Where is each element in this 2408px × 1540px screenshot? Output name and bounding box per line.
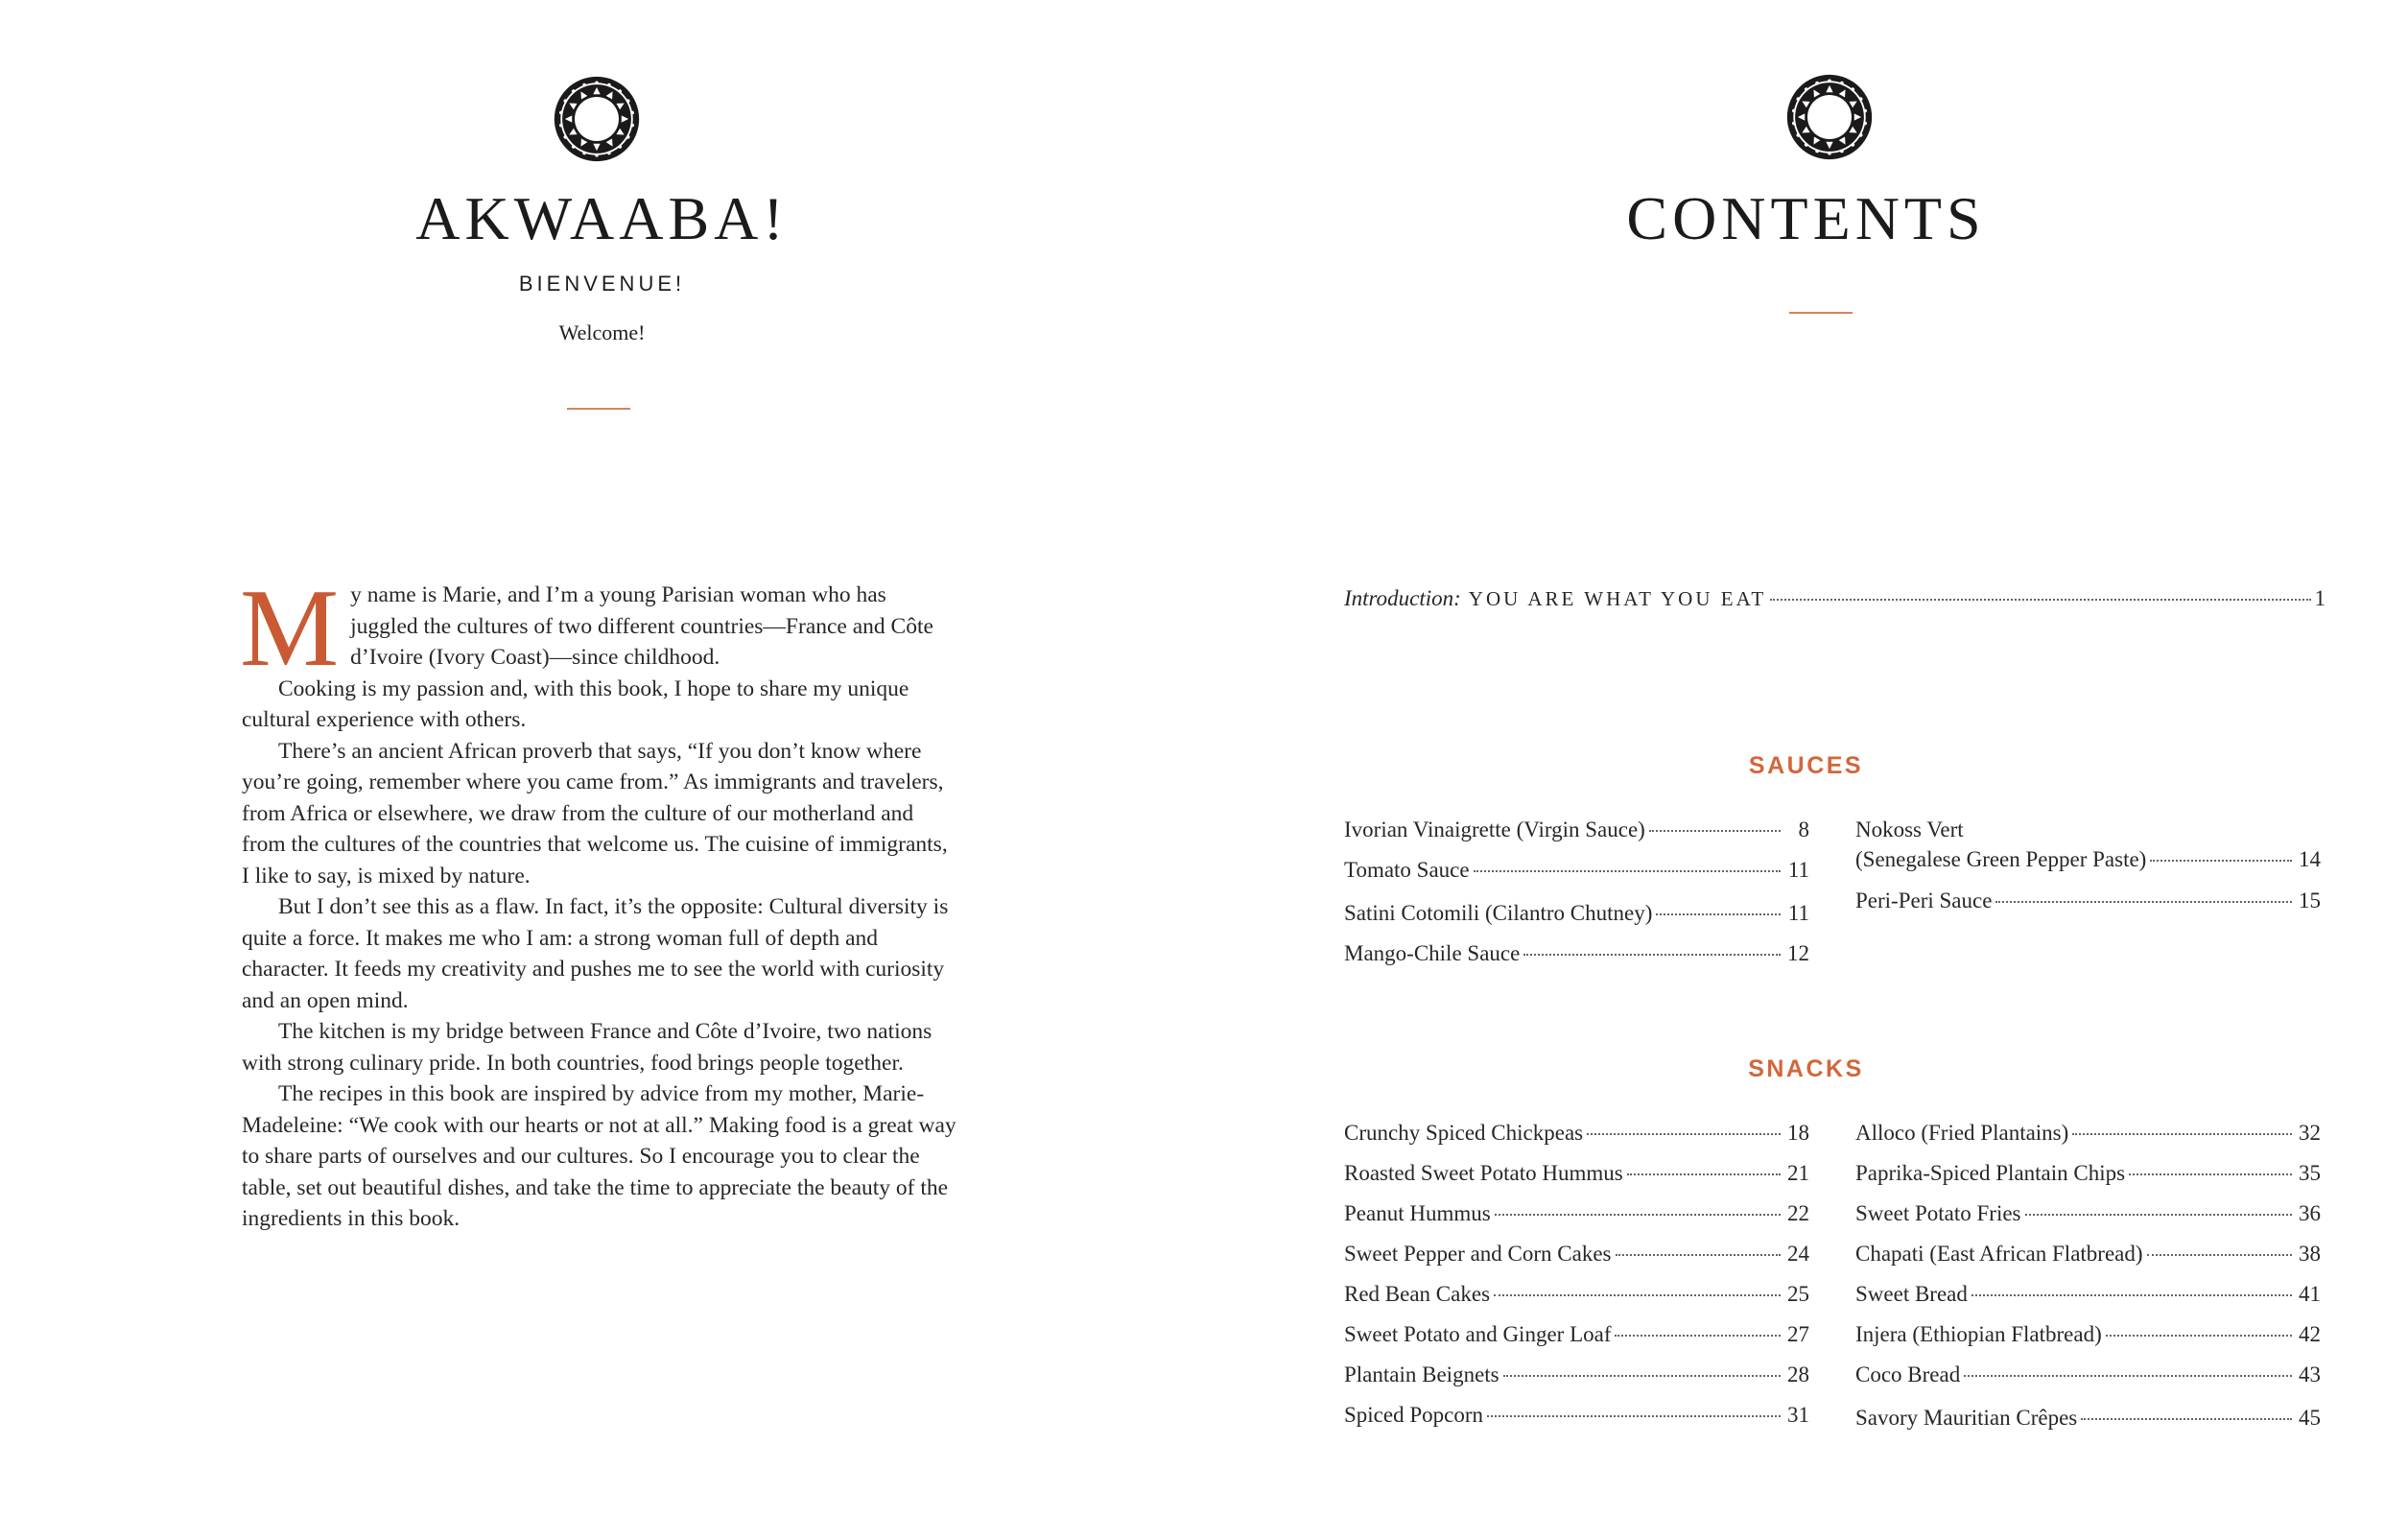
toc-entry[interactable] xyxy=(1344,1323,1809,1345)
entry-title: Sweet Pepper and Corn Cakes xyxy=(1344,1242,1612,1266)
page-number: 21 xyxy=(1787,1161,1809,1185)
dot-leader xyxy=(1995,901,2292,903)
toc-entry[interactable] xyxy=(1344,859,1809,881)
toc-entry[interactable] xyxy=(1855,1243,2321,1265)
page-number: 15 xyxy=(2299,888,2321,912)
dot-leader xyxy=(2147,1254,2292,1256)
entry-title: Coco Bread xyxy=(1855,1362,1961,1386)
toc-entry[interactable] xyxy=(1344,818,1809,841)
page-number: 11 xyxy=(1787,901,1809,925)
paragraph: The kitchen is my bridge between France and Côte d’Ivoire, two nations with strong culinary pride. In both countries, food brings people together. xyxy=(242,1019,933,1076)
title-divider xyxy=(567,408,630,410)
page-number: 22 xyxy=(1787,1201,1809,1225)
toc-entry[interactable] xyxy=(1855,1363,2321,1386)
toc-entry[interactable] xyxy=(1344,1122,1809,1144)
dot-leader xyxy=(1971,1294,2292,1296)
right-page xyxy=(1204,0,2408,1540)
dot-leader xyxy=(1627,1173,1781,1175)
page-number: 8 xyxy=(1798,817,1809,841)
section-heading-snacks: SNACKS xyxy=(1748,1055,1864,1082)
toc-entry[interactable] xyxy=(1855,1407,2321,1429)
paragraph: The recipes in this book are inspired by advice from my mother, Marie-Madeleine: “We cook with our hearts or not at all.” Making food is a great way to share parts of ourselves and our cultures. So I encourage you to clear the table, set out beautiful dishes, and take the time to appreciate the beauty of the ingredients in this book. xyxy=(242,1081,956,1231)
dot-leader xyxy=(1487,1415,1781,1417)
dot-leader xyxy=(2150,860,2292,862)
toc-entry[interactable] xyxy=(1855,1122,2321,1144)
contents-title: CONTENTS xyxy=(1626,184,1986,252)
paragraph: But I don’t see this as a flaw. In fact, it’s the opposite: Cultural diversity is quite a force. It makes me who I am: a strong woman full of depth and character. It feeds my creativity and pushes me to see the world with curiosity and an open mind. xyxy=(242,894,949,1013)
subtitle-french: BIENVENUE! xyxy=(518,272,686,296)
toc-entry[interactable] xyxy=(1344,1404,1809,1426)
page-number: 35 xyxy=(2299,1161,2321,1185)
toc-introduction[interactable] xyxy=(1344,586,2325,611)
entry-title: Alloco (Fried Plantains) xyxy=(1855,1121,2069,1145)
toc-entry[interactable] xyxy=(1344,1283,1809,1305)
dot-leader xyxy=(1615,1335,1781,1337)
paragraph: There’s an ancient African proverb that says, “If you don’t know where you’re going, remember where you came from.” As immigrants and travelers, from Africa or elsewhere, we draw from the culture of our motherland and from the cultures of the countries that welcome us. The cuisine of immigrants, I like to say, is mixed by nature. xyxy=(242,738,948,888)
paragraph: Cooking is my passion and, with this book, I hope to share my unique cultural experience with others. xyxy=(242,675,909,732)
dot-leader xyxy=(1587,1133,1781,1135)
toc-entry[interactable] xyxy=(1344,1363,1809,1386)
page-number: 28 xyxy=(1787,1362,1809,1386)
page-number: 14 xyxy=(2299,847,2321,871)
toc-entry[interactable] xyxy=(1855,1283,2321,1305)
entry-title: Satini Cotomili (Cilantro Chutney) xyxy=(1344,901,1653,925)
entry-title: Plantain Beignets xyxy=(1344,1362,1499,1386)
page-number: 11 xyxy=(1787,858,1809,882)
medallion-icon xyxy=(1785,73,1874,161)
toc-entry[interactable] xyxy=(1344,902,1809,924)
dot-leader xyxy=(1495,1214,1781,1216)
entry-title: Mango-Chile Sauce xyxy=(1344,941,1521,965)
toc-entry[interactable] xyxy=(1855,818,2321,870)
entry-title: Ivorian Vinaigrette (Virgin Sauce) xyxy=(1344,817,1645,841)
page-number: 12 xyxy=(1787,941,1809,965)
entry-title-line2: (Senegalese Green Pepper Paste) xyxy=(1855,847,2147,871)
dot-leader xyxy=(1523,954,1781,956)
dot-leader xyxy=(1616,1254,1782,1256)
toc-entry[interactable] xyxy=(1855,1323,2321,1345)
dot-leader xyxy=(1494,1294,1781,1296)
intro-title: YOU ARE WHAT YOU EAT xyxy=(1468,587,1767,610)
page-number: 32 xyxy=(2299,1121,2321,1145)
dot-leader xyxy=(1656,913,1781,915)
toc-entry[interactable] xyxy=(1344,1202,1809,1224)
paragraph: My name is Marie, and I’m a young Parisian woman who has juggled the cultures of two different countries—France and Côte d’Ivoire (Ivory Coast)—since childhood. xyxy=(240,567,933,690)
title-divider xyxy=(1789,312,1853,314)
intro-label: Introduction: xyxy=(1344,586,1461,610)
page-number: 42 xyxy=(2299,1322,2321,1346)
entry-title: Nokoss Vert xyxy=(1855,817,1964,841)
page-number: 45 xyxy=(2299,1406,2321,1430)
intro-body xyxy=(240,567,956,1235)
dot-leader xyxy=(1770,599,2310,601)
page-number: 36 xyxy=(2299,1201,2321,1225)
toc-entry[interactable] xyxy=(1855,1162,2321,1184)
dot-leader xyxy=(1649,830,1781,832)
toc-entry[interactable] xyxy=(1855,1202,2321,1224)
page-number: 18 xyxy=(1787,1121,1809,1145)
page-number: 38 xyxy=(2299,1242,2321,1266)
dot-leader xyxy=(1474,870,1781,872)
dot-leader xyxy=(2129,1173,2292,1175)
entry-title: Peanut Hummus xyxy=(1344,1201,1491,1225)
dot-leader xyxy=(2106,1335,2292,1337)
entry-title: Sweet Potato and Ginger Loaf xyxy=(1344,1322,1612,1346)
medallion-icon xyxy=(553,75,641,163)
entry-title: Savory Mauritian Crêpes xyxy=(1855,1406,2078,1430)
section-heading-sauces: SAUCES xyxy=(1748,752,1864,779)
page-number: 1 xyxy=(2314,586,2325,610)
dot-leader xyxy=(1964,1375,2292,1377)
page-number: 31 xyxy=(1787,1403,1809,1427)
page-number: 41 xyxy=(2299,1282,2321,1306)
entry-title: Red Bean Cakes xyxy=(1344,1282,1491,1306)
page-number: 27 xyxy=(1787,1322,1809,1346)
page-title: AKWAABA! xyxy=(415,184,789,252)
entry-title: Tomato Sauce xyxy=(1344,858,1470,882)
drop-cap: M xyxy=(240,567,340,690)
entry-title: Chapati (East African Flatbread) xyxy=(1855,1242,2143,1266)
entry-title: Sweet Bread xyxy=(1855,1282,1968,1306)
dot-leader xyxy=(2081,1418,2292,1420)
toc-entry[interactable] xyxy=(1344,1243,1809,1265)
entry-title: Crunchy Spiced Chickpeas xyxy=(1344,1121,1584,1145)
entry-title: Injera (Ethiopian Flatbread) xyxy=(1855,1322,2102,1346)
toc-entry[interactable] xyxy=(1855,889,2321,912)
subtitle-english: Welcome! xyxy=(558,320,646,344)
page-number: 25 xyxy=(1787,1282,1809,1306)
page-number: 24 xyxy=(1787,1242,1809,1266)
toc-entry[interactable] xyxy=(1344,1162,1809,1184)
entry-title: Sweet Potato Fries xyxy=(1855,1201,2021,1225)
entry-title: Spiced Popcorn xyxy=(1344,1403,1484,1427)
dot-leader xyxy=(1503,1375,1781,1377)
page-number: 43 xyxy=(2299,1362,2321,1386)
entry-title: Paprika-Spiced Plantain Chips xyxy=(1855,1161,2126,1185)
entry-title: Roasted Sweet Potato Hummus xyxy=(1344,1161,1623,1185)
entry-title: Peri-Peri Sauce xyxy=(1855,888,1993,912)
dot-leader xyxy=(2072,1133,2292,1135)
dot-leader xyxy=(2025,1214,2293,1216)
toc-entry[interactable] xyxy=(1344,942,1809,964)
